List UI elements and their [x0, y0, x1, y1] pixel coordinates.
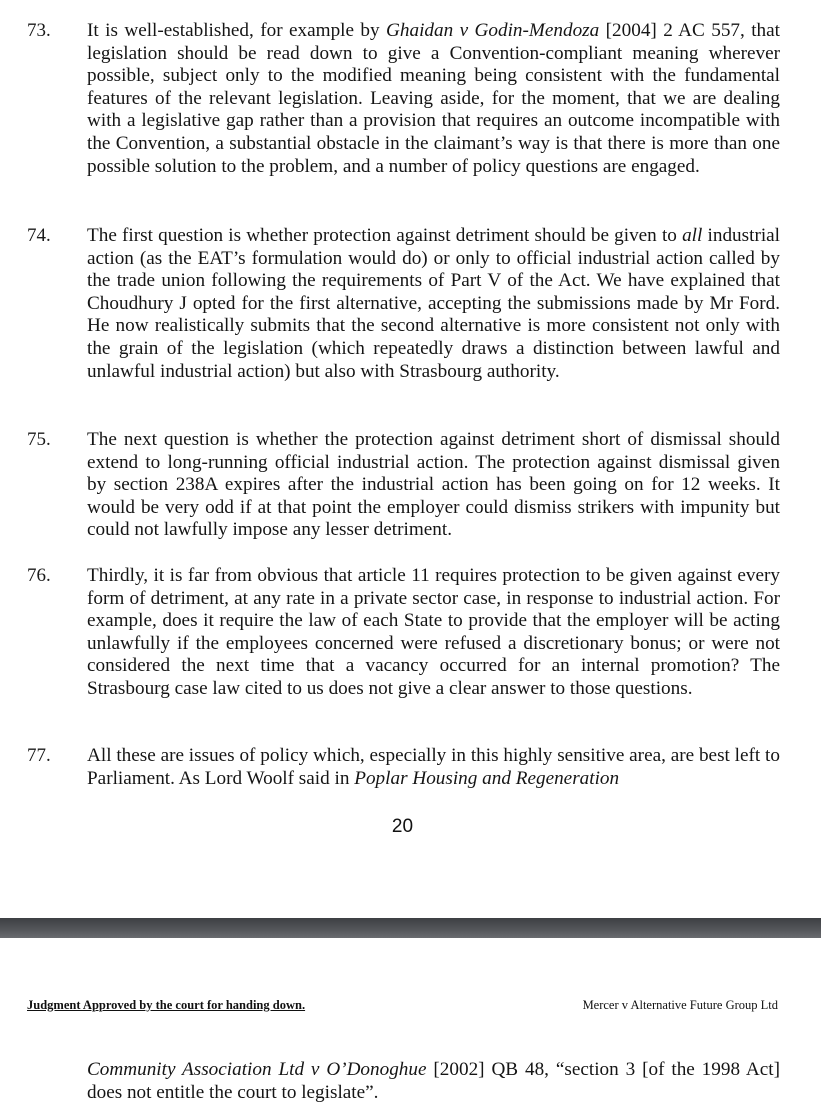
text-run: [2004] 2 AC 557, that legislation should be read down to give a Convention-compliant meaning wherever possible, subject only to the modified meaning being consistent with the fundamental features of the relevant legislation. Leaving aside, for the moment, that we are dealing with a legislative gap rather than a provision that requires an outcome incompatible with the Convention, a substantial obstacle in the claimant’s way is that there is more than one possible solution to the problem, and a number of policy questions are engaged.	[87, 20, 780, 177]
paragraph-number: 74.	[27, 225, 51, 246]
case-citation-italic: Ghaidan v Godin-Mendoza	[386, 20, 600, 41]
text-run: [2002] QB 48, “section 3 [of the 1998 Act] does not entitle the court to legislate”.	[87, 1059, 780, 1103]
text-run: Thirdly, it is far from obvious that article 11 requires protection to be given against every form of detriment, at any rate in a private sector case, in response to industrial action. For example, does it require the law of each State to provide that the employer will be acting unlawfully if the employees concerned were refused a discretionary bonus; or were not considered the next time that a vacancy occurred for an internal promotion? The Strasbourg case law cited to us does not give a clear answer to those questions.	[87, 565, 780, 699]
paragraph-number: 76.	[27, 565, 51, 586]
paragraph-text	[87, 429, 780, 542]
text-run: It is well-established, for example by	[87, 20, 387, 41]
text-run: All these are issues of policy which, especially in this highly sensitive area, are best left to Parliament. As Lord Woolf said in	[87, 745, 780, 789]
paragraph-text	[87, 745, 780, 790]
text-run: The first question is whether protection against detriment should be given to	[87, 225, 683, 246]
page-number: 20	[391, 816, 414, 837]
case-citation-italic: Poplar Housing and Regeneration	[354, 767, 620, 789]
case-citation-italic: all	[682, 225, 703, 246]
paragraph-number: 77.	[27, 745, 51, 766]
running-header-case-name: Mercer v Alternative Future Group Ltd	[582, 998, 778, 1012]
text-run: The next question is whether the protection against detriment short of dismissal should extend to long-running official industrial action. The protection against dismissal given by section 238A expires after the industrial action has been going on for 12 weeks. It would be very odd if at that point the employer could dismiss strikers with impunity but could not lawfully impose any lesser detriment.	[87, 429, 780, 541]
text-run: industrial action (as the EAT’s formulation would do) or only to official industrial action called by the trade union following the requirements of Part V of the Act. We have explained that Choudhury J opted for the first alternative, accepting the submissions made by Mr Ford. He now realistically submits that the second alternative is more consistent not only with the grain of the legislation (which repeatedly draws a distinction between lawful and unlawful industrial action) but also with Strasbourg authority.	[87, 225, 781, 382]
paragraph-text	[87, 225, 780, 383]
paragraph-77-continuation	[87, 1059, 780, 1104]
page-break-divider	[0, 918, 821, 938]
paragraph-number: 73.	[27, 20, 51, 41]
case-citation-italic: Community Association Ltd v O’Donoghue	[87, 1059, 427, 1080]
paragraph-text	[87, 565, 780, 701]
judgment-page-21	[0, 938, 821, 1117]
running-header-left: Judgment Approved by the court for handing down.	[27, 998, 306, 1012]
paragraph-text	[87, 20, 780, 178]
paragraph-number: 75.	[27, 429, 51, 450]
